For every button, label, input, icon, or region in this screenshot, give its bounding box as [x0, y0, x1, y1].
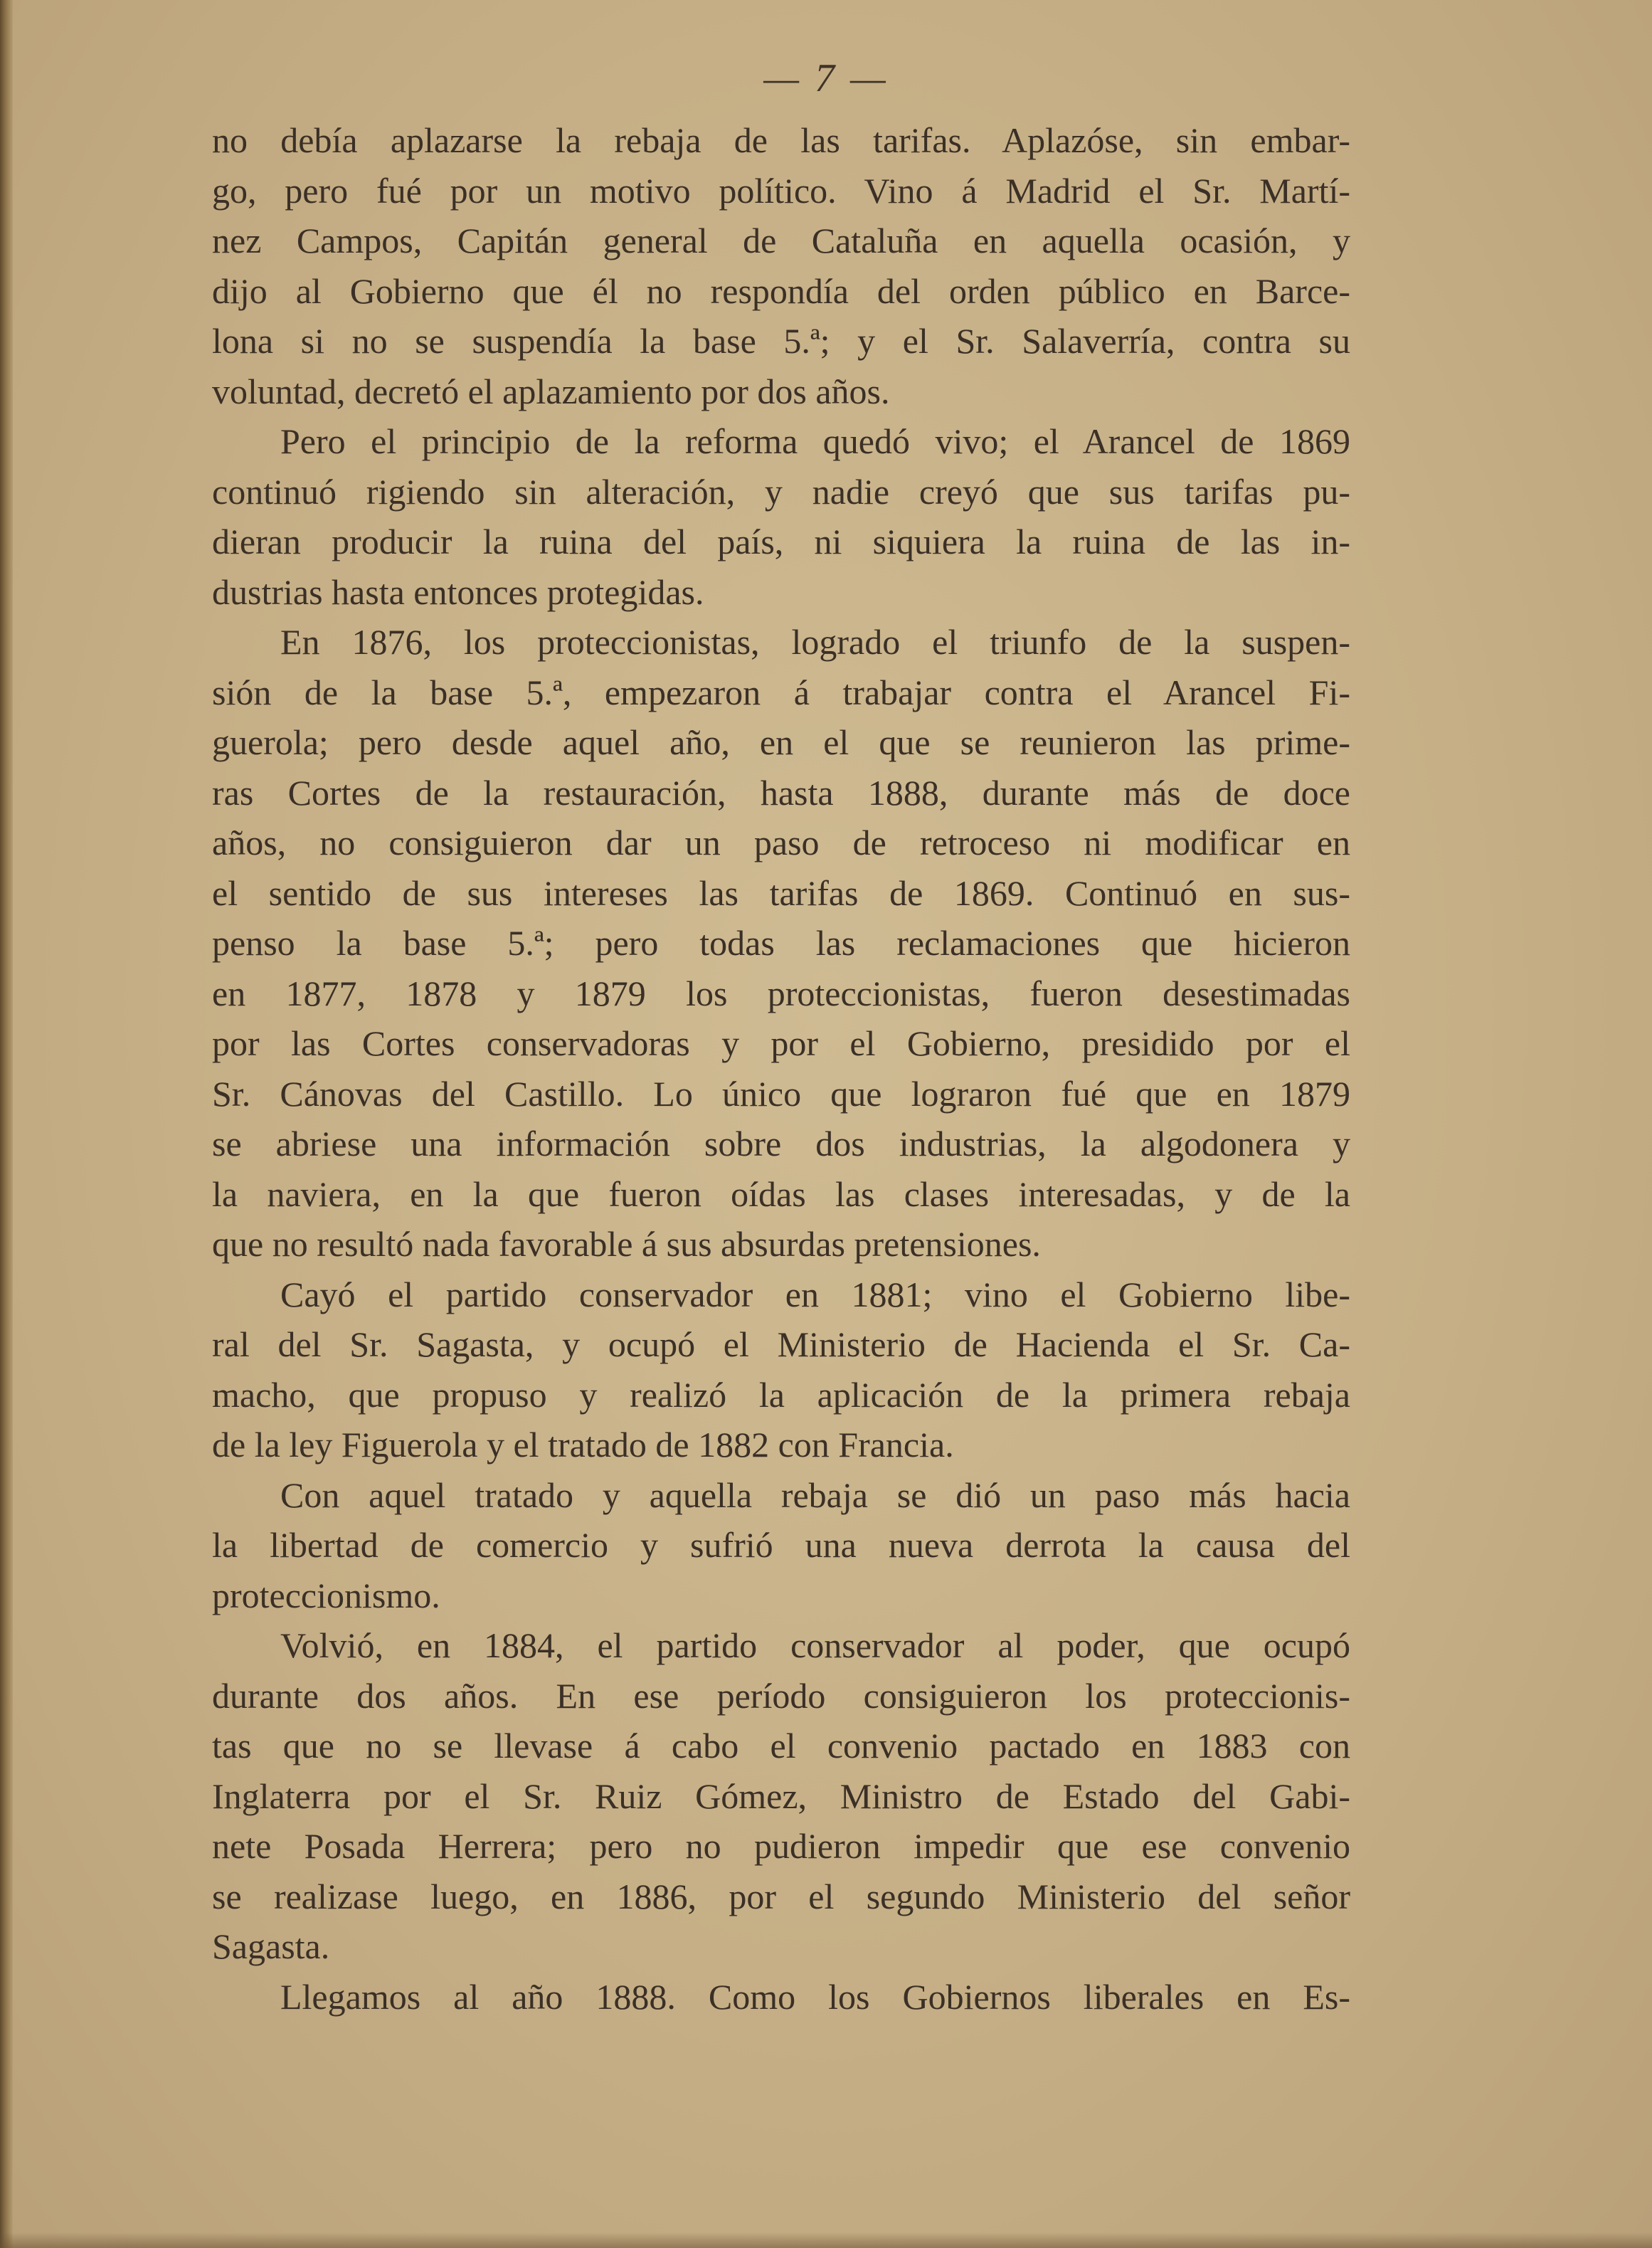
text-line: se realizase luego, en 1886, por el segundo Ministerio del señor: [212, 1876, 1350, 1916]
text-line: nete Posada Herrera; pero no pudieron impedir que ese convenio: [212, 1826, 1350, 1866]
text-line: continuó rigiendo sin alteración, y nadie creyó que sus tarifas pu-: [212, 471, 1350, 512]
paragraph: [212, 1620, 1350, 1972]
text-line: Inglaterra por el Sr. Ruiz Gómez, Ministro de Estado del Gabi-: [212, 1775, 1350, 1816]
text-line: ral del Sr. Sagasta, y ocupó el Ministerio de Hacienda el Sr. Ca-: [212, 1324, 1350, 1364]
text-line: lona si no se suspendía la base 5.ª; y el Sr. Salaverría, contra su: [212, 321, 1350, 361]
page-bottom-shadow: [0, 2232, 1652, 2248]
text-line: tas que no se llevase á cabo el convenio pactado en 1883 con: [212, 1726, 1350, 1766]
text-line: que no resultó nada favorable á sus absurdas pretensiones.: [212, 1224, 1041, 1264]
text-line: la libertad de comercio y sufrió una nueva derrota la causa del: [212, 1525, 1350, 1565]
text-line: Llegamos al año 1888. Como los Gobiernos liberales en Es-: [280, 1976, 1350, 2017]
paragraph: [212, 1270, 1350, 1470]
text-line: dieran producir la ruina del país, ni siquiera la ruina de las in-: [212, 522, 1350, 561]
text-line: Con aquel tratado y aquella rebaja se dió un paso más hacia: [280, 1474, 1350, 1515]
text-line: en 1877, 1878 y 1879 los proteccionistas, fueron desestimadas: [212, 973, 1350, 1013]
text-line: En 1876, los proteccionistas, logrado el triunfo de la suspen-: [280, 622, 1350, 662]
text-line: proteccionismo.: [212, 1575, 440, 1615]
text-line: nez Campos, Capitán general de Cataluña en aquella ocasión, y: [212, 221, 1350, 260]
text-line: ras Cortes de la restauración, hasta 1888, durante más de doce: [212, 772, 1350, 813]
text-line: la naviera, en la que fueron oídas las clases interesadas, y de la: [212, 1173, 1350, 1214]
paragraph: [212, 416, 1350, 617]
text-line: penso la base 5.ª; pero todas las reclamaciones que hicieron: [212, 923, 1350, 963]
text-line: el sentido de sus intereses las tarifas de 1869. Continuó en sus-: [212, 872, 1350, 913]
paragraph: [212, 617, 1350, 1270]
text-line: go, pero fué por un motivo político. Vino á Madrid el Sr. Martí-: [212, 170, 1350, 211]
text-line: de la ley Figuerola y el tratado de 1882 con Francia.: [212, 1425, 954, 1465]
text-line: Volvió, en 1884, el partido conservador al poder, que ocupó: [280, 1625, 1350, 1665]
text-line: se abriese una información sobre dos industrias, la algodonera y: [212, 1124, 1350, 1163]
text-line: Sr. Cánovas del Castillo. Lo único que lograron fué que en 1879: [212, 1073, 1350, 1114]
text-line: Sagasta.: [212, 1926, 330, 1966]
text-line: sión de la base 5.ª, empezaron á trabajar contra el Arancel Fi-: [212, 672, 1350, 712]
text-line: dijo al Gobierno que él no respondía del orden público en Barce-: [212, 270, 1350, 311]
text-line: por las Cortes conservadoras y por el Gobierno, presidido por el: [212, 1023, 1350, 1063]
binding-edge: [0, 0, 13, 2248]
text-line: guerola; pero desde aquel año, en el que se reunieron las prime-: [212, 722, 1350, 762]
text-line: durante dos años. En ese período consiguieron los proteccionis-: [212, 1675, 1350, 1716]
paragraph: [212, 1470, 1350, 1621]
body-text: [212, 115, 1350, 2022]
text-line: Pero el principio de la reforma quedó vivo; el Arancel de 1869: [280, 421, 1350, 461]
text-line: voluntad, decretó el aplazamiento por dos años.: [212, 371, 890, 411]
text-line: años, no consiguieron dar un paso de retroceso ni modificar en: [212, 823, 1350, 862]
page-number: — 7 —: [763, 56, 889, 100]
paragraph: [212, 1972, 1350, 2022]
text-line: macho, que propuso y realizó la aplicación de la primera rebaja: [212, 1374, 1350, 1415]
text-line: dustrias hasta entonces protegidas.: [212, 571, 704, 612]
paragraph: [212, 115, 1350, 416]
text-line: no debía aplazarse la rebaja de las tarifas. Aplazóse, sin embar-: [212, 120, 1350, 160]
text-line: Cayó el partido conservador en 1881; vino el Gobierno libe-: [280, 1274, 1350, 1314]
